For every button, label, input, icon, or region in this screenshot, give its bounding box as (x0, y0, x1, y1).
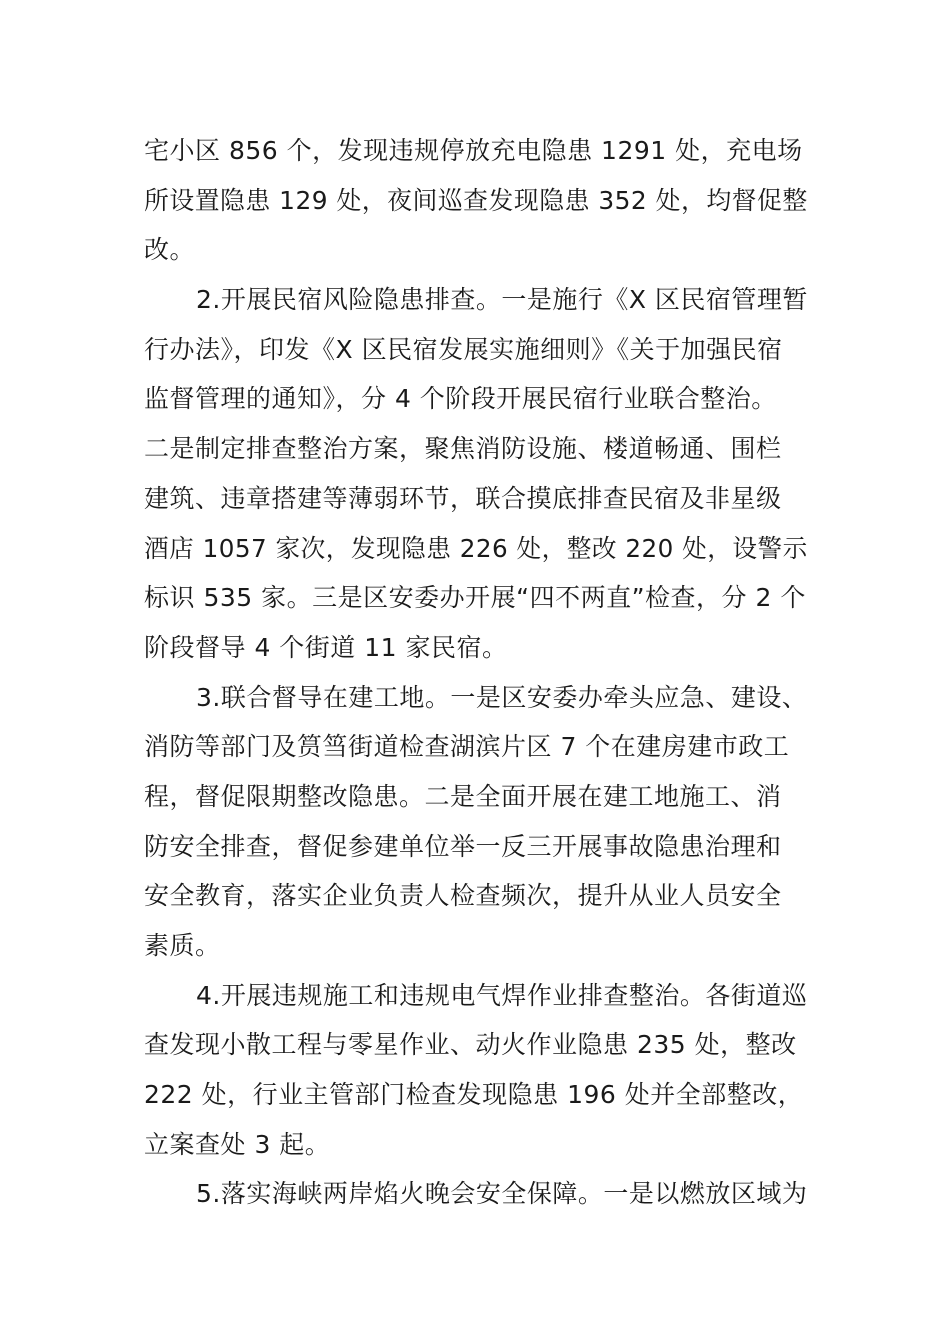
text-line: 二是制定排查整治方案，聚焦消防设施、楼道畅通、围栏 (144, 434, 782, 464)
text-line: 素质。 (144, 931, 221, 960)
text-line: 所设置隐患 129 处，夜间巡查发现隐患 352 处，均督促整 (144, 185, 808, 215)
text-line: 建筑、违章搭建等薄弱环节，联合摸底排查民宿及非星级 (144, 483, 782, 513)
text-line: 标识 535 家。三是区安委办开展“四不两直”检查，分 2 个 (144, 583, 806, 613)
text-line: 防安全排查，督促参建单位举一反三开展事故隐患治理和 (144, 831, 782, 861)
paragraph-heading-5: 5.落实海峡两岸焰火晚会安全保障。一是以燃放区域为 (196, 1179, 808, 1209)
text-line: 阶段督导 4 个街道 11 家民宿。 (144, 632, 508, 662)
text-line: 改。 (144, 235, 196, 265)
text-line: 消防等部门及筼筜街道检查湖滨片区 7 个在建房建市政工 (144, 732, 790, 762)
text-line: 程，督促限期整改隐患。二是全面开展在建工地施工、消 (144, 781, 782, 811)
paragraph-heading-2: 2.开展民宿风险隐患排查。一是施行《X 区民宿管理暂 (196, 285, 808, 315)
paragraph-heading-3: 3.联合督导在建工地。一是区安委办牵头应急、建设、 (196, 682, 808, 712)
text-line: 行办法》，印发《X 区民宿发展实施细则》《关于加强民宿 (144, 334, 783, 364)
paragraph-heading-4: 4.开展违规施工和违规电气焊作业排查整治。各街道巡 (196, 980, 808, 1010)
text-line: 222 处，行业主管部门检查发现隐患 196 处并全部整改， (144, 1080, 804, 1110)
text-line: 安全教育，落实企业负责人检查频次，提升从业人员安全 (144, 881, 782, 911)
text-line: 宅小区 856 个，发现违规停放充电隐患 1291 处，充电场 (144, 136, 803, 165)
text-line: 监督管理的通知》，分 4 个阶段开展民宿行业联合整治。 (144, 384, 777, 414)
text-line: 查发现小散工程与零星作业、动火作业隐患 235 处，整改 (144, 1030, 797, 1060)
text-line: 酒店 1057 家次，发现隐患 226 处，整改 220 处，设警示 (144, 533, 808, 563)
text-line: 立案查处 3 起。 (144, 1129, 331, 1159)
document-body (144, 126, 808, 1219)
